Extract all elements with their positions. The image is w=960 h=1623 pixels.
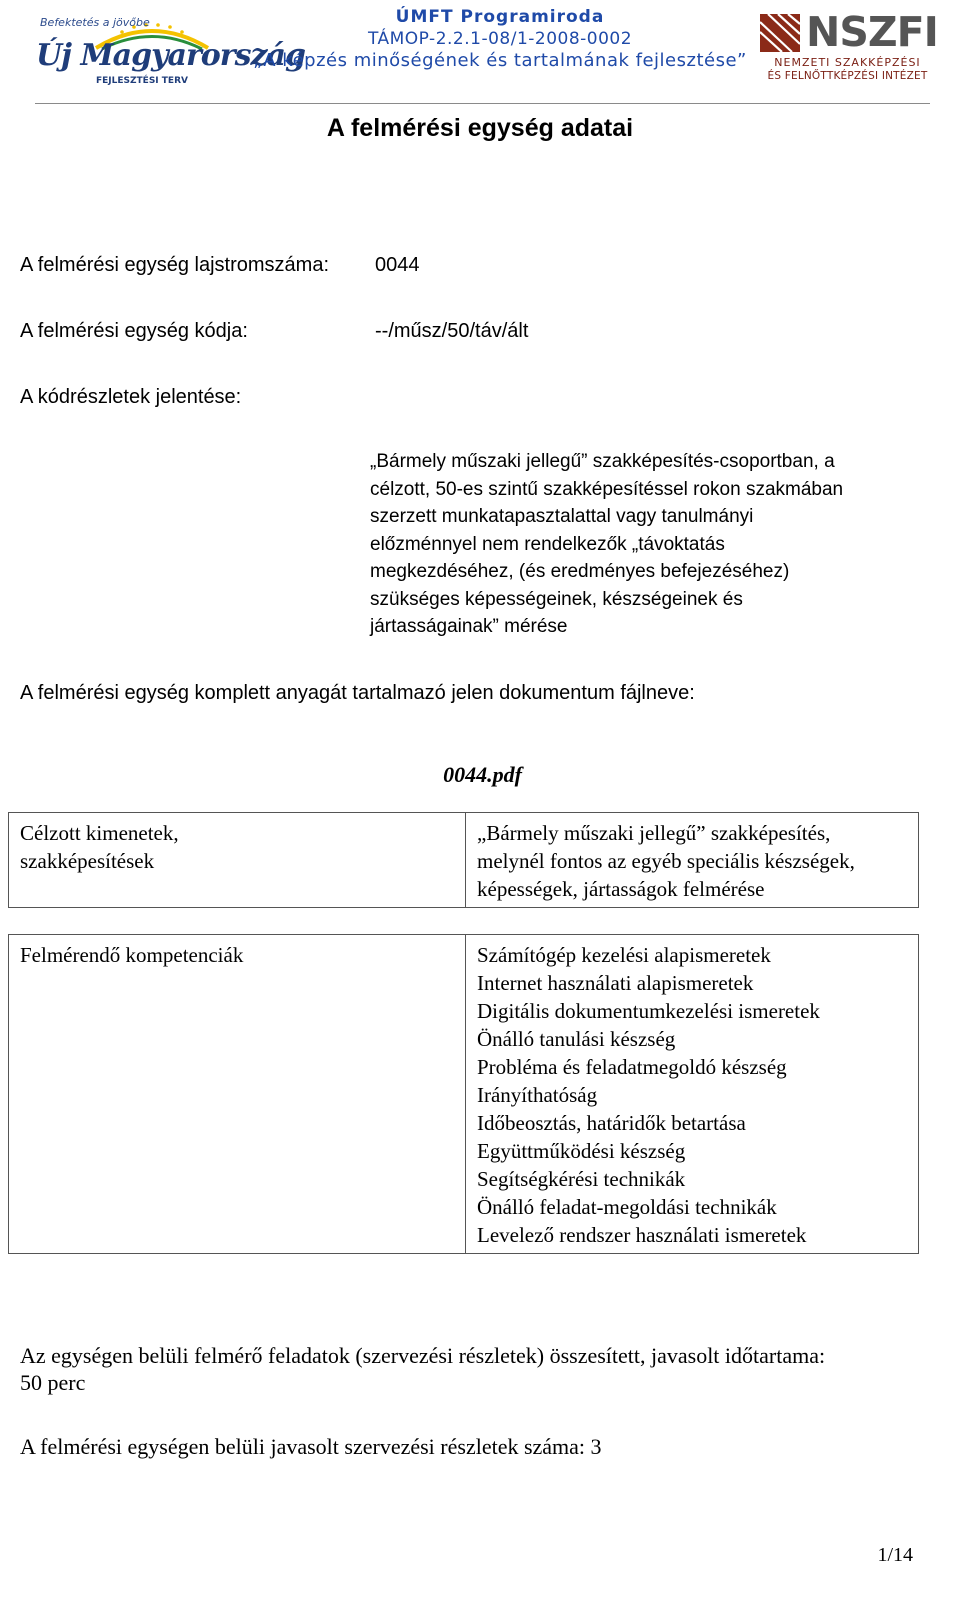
header-program-code: TÁMOP-2.2.1-08/1-2008-0002 — [367, 29, 633, 49]
duration-label: Az egységen belüli felmérő feladatok (szervezési részletek) összesített, javasolt időtartama: — [20, 1343, 826, 1368]
code-meaning-line: szükséges képességeinek, készségeinek és — [370, 588, 743, 610]
outcomes-value-line: képességek, jártasságok felmérése — [477, 877, 765, 901]
competency-item: Önálló feladat-megoldási technikák — [477, 1195, 777, 1219]
duration-value: 50 perc — [20, 1370, 86, 1395]
logo-name: Új Magyarország — [36, 38, 305, 73]
header-project-title: „A képzés minőségének és tartalmának fejlesztése” — [253, 50, 747, 71]
logo-tagline: Befektetés a jövőbe — [40, 16, 150, 29]
page-title: A felmérési egység adatai — [326, 114, 634, 142]
nszfi-name: NSZFI — [806, 8, 938, 56]
nszfi-mark-icon — [760, 14, 804, 54]
competency-item: Levelező rendszer használati ismeretek — [477, 1223, 807, 1247]
competency-item: Irányíthatóság — [477, 1083, 598, 1107]
code-meaning-line: célzott, 50-es szintű szakképesítéssel rokon szakmában — [370, 478, 844, 500]
outcomes-label-line: szakképesítések — [20, 849, 155, 873]
registry-value: 0044 — [375, 254, 420, 276]
parts-count: A felmérési egységen belüli javasolt szervezési részletek száma: 3 — [20, 1434, 602, 1459]
competencies-table — [8, 934, 919, 1254]
table-row — [9, 813, 919, 908]
code-value: --/műsz/50/táv/ált — [375, 320, 529, 342]
outcomes-value-line: „Bármely műszaki jellegű” szakképesítés, — [477, 821, 831, 845]
competency-item: Probléma és feladatmegoldó készség — [477, 1055, 787, 1079]
code-meaning-line: jártasságainak” mérése — [370, 616, 568, 637]
code-meaning-line: megkezdéséhez, (és eredményes befejezéséhez) — [370, 561, 790, 582]
competency-item: Együttműködési készség — [477, 1139, 686, 1163]
header-center — [250, 6, 750, 72]
competencies-label: Felmérendő kompetenciák — [20, 943, 244, 967]
code-meaning-line: szerzett munkatapasztalattal vagy tanulmányi — [370, 506, 754, 527]
registry-label: A felmérési egység lajstromszáma: — [20, 254, 330, 276]
filename-value: 0044.pdf — [443, 762, 522, 787]
code-label: A felmérési egység kódja: — [20, 320, 248, 342]
outcomes-value-line: melynél fontos az egyéb speciális készségek, — [477, 849, 855, 873]
outcomes-label-cell — [9, 813, 466, 908]
nszfi-logo — [760, 8, 938, 86]
competency-item: Számítógép kezelési alapismeretek — [477, 943, 771, 967]
code-meaning-label: A kódrészletek jelentése: — [20, 386, 242, 408]
outcomes-label-line: Célzott kimenetek, — [20, 821, 179, 845]
header-org: ÚMFT Programiroda — [395, 7, 605, 27]
competency-item: Internet használati alapismeretek — [477, 971, 754, 995]
competency-item: Segítségkérési technikák — [477, 1167, 686, 1191]
nszfi-line-1: NEMZETI SZAKKÉPZÉSI — [774, 56, 921, 69]
nszfi-line-2: ÉS FELNŐTTKÉPZÉSI INTÉZET — [767, 70, 928, 82]
code-meaning-text — [370, 448, 930, 641]
competencies-label-cell — [9, 935, 466, 1254]
competencies-list — [466, 935, 919, 1254]
table-row — [9, 935, 919, 1254]
logo-subtitle: FEJLESZTÉSI TERV — [96, 76, 188, 86]
page-number: 1/14 — [877, 1544, 913, 1566]
code-meaning-line: előzménnyel nem rendelkezők „távoktatás — [370, 533, 725, 555]
competency-item: Önálló tanulási készség — [477, 1027, 676, 1051]
outcomes-table — [8, 812, 919, 908]
competency-item: Digitális dokumentumkezelési ismeretek — [477, 999, 820, 1023]
header-divider — [35, 103, 930, 104]
outcomes-value-cell — [466, 813, 919, 908]
uj-magyarorszag-logo — [34, 10, 305, 100]
competency-item: Időbeosztás, határidők betartása — [477, 1111, 746, 1135]
code-meaning-line: „Bármely műszaki jellegű” szakképesítés-csoportban, a — [370, 451, 835, 472]
filename-label: A felmérési egység komplett anyagát tartalmazó jelen dokumentum fájlneve: — [20, 682, 695, 704]
